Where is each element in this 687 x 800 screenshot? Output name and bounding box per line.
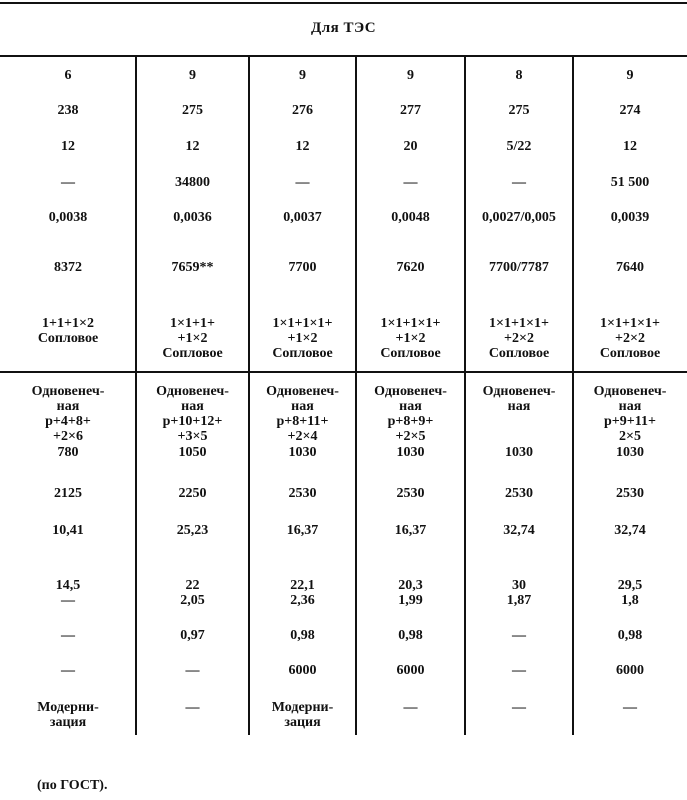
table-cell: — <box>295 175 310 190</box>
table-cell: — <box>61 175 75 190</box>
table-cell: 9 <box>626 68 634 83</box>
table-cell: — <box>623 700 637 715</box>
table-cell: Одновенеч- ная p+10+12+ +3×5 <box>156 384 229 444</box>
table-cell: 25,23 <box>176 523 209 538</box>
table-cell: — <box>512 700 526 715</box>
table-cell: 1030 <box>505 445 533 460</box>
table-cell: 9 <box>189 68 196 83</box>
table-cell: 29,5 1,8 <box>617 578 643 608</box>
table-cell: 1×1+1+ +1×2 Сопловое <box>162 316 223 361</box>
table-cell: 1×1+1×1+ +2×2 Сопловое <box>599 316 661 361</box>
table-cell: 22,1 2,36 <box>290 578 315 608</box>
table-cell: 0,0038 <box>48 210 88 225</box>
table-cell: 7659** <box>171 260 214 275</box>
table-cell: 0,0036 <box>173 210 212 225</box>
table-cell: 1×1+1×1+ +1×2 Сопловое <box>380 316 441 361</box>
table-cell: 1+1+1×2 Сопловое <box>37 316 99 346</box>
table-cell: 238 <box>57 103 79 118</box>
table-cell: 16,37 <box>394 523 427 538</box>
table-cell: Модерни- зация <box>271 700 334 730</box>
table-cell: — <box>185 663 200 678</box>
table-cell: 1×1+1×1+ +2×2 Сопловое <box>488 316 550 361</box>
table-cell: 7700/7787 <box>489 260 549 275</box>
table-cell: — <box>403 700 418 715</box>
table-header: Для ТЭС <box>310 20 377 36</box>
table-cell: 5/22 <box>506 139 532 154</box>
table-cell: 20,3 1,99 <box>398 578 423 608</box>
table-cell: 6000 <box>616 663 644 678</box>
table-cell: 2530 <box>505 486 533 501</box>
table-cell: 2125 <box>54 486 82 501</box>
table-cell: — <box>512 663 526 678</box>
table-cell: 0,0039 <box>610 210 650 225</box>
table-cell: 2530 <box>396 486 425 501</box>
table-cell: 1030 <box>396 445 425 460</box>
table-cell: 12 <box>623 139 637 154</box>
table-cell: 8372 <box>54 260 82 275</box>
table-cell: 51 500 <box>610 175 650 190</box>
table-cell: 8 <box>515 68 523 83</box>
table-cell: 1050 <box>178 445 207 460</box>
table-cell: Модерни- зация <box>37 700 99 730</box>
table-cell: 10,41 <box>52 523 84 538</box>
table-cell: 1030 <box>288 445 317 460</box>
table-cell: 6000 <box>396 663 425 678</box>
table-cell: 30 1,87 <box>506 578 532 608</box>
table-cell: 6000 <box>288 663 317 678</box>
table-cell: 1030 <box>616 445 644 460</box>
table-cell: 1×1+1×1+ +1×2 Сопловое <box>272 316 333 361</box>
table-cell: 6 <box>64 68 72 83</box>
table-cell: 275 <box>508 103 530 118</box>
table-cell: 34800 <box>175 175 210 190</box>
table-cell: 2530 <box>288 486 317 501</box>
table-cell: 0,97 <box>180 628 205 643</box>
table-cell: 7640 <box>616 260 644 275</box>
table-cell: 0,0027/0,005 <box>482 210 556 225</box>
table-cell: 275 <box>182 103 203 118</box>
header-rule <box>0 55 687 57</box>
table-cell: 16,37 <box>286 523 319 538</box>
section-rule <box>0 371 687 373</box>
table-cell: 0,0048 <box>391 210 430 225</box>
table-cell: 12 <box>295 139 310 154</box>
table-cell: Одновенеч- ная <box>482 384 556 414</box>
table-cell: — <box>61 663 75 678</box>
table-cell: Одновенеч- ная p+8+11+ +2×4 <box>266 384 339 444</box>
table-cell: 780 <box>57 445 79 460</box>
table-cell: 20 <box>403 139 418 154</box>
table-cell: 0,0037 <box>283 210 322 225</box>
table-cell: 0,98 <box>617 628 643 643</box>
table-cell: 32,74 <box>503 523 535 538</box>
table-cell: — <box>185 700 200 715</box>
table-cell: 22 2,05 <box>180 578 205 608</box>
table-cell: 2250 <box>178 486 207 501</box>
table-cell: 9 <box>407 68 414 83</box>
table-cell: 277 <box>400 103 421 118</box>
table-cell: — <box>61 628 75 643</box>
table-cell: — <box>512 628 526 643</box>
table-cell: 276 <box>292 103 313 118</box>
table-cell: 32,74 <box>614 523 646 538</box>
table-cell: 2530 <box>616 486 644 501</box>
table-cell: 7620 <box>396 260 425 275</box>
table-cell: 274 <box>619 103 641 118</box>
table-cell: 0,98 <box>290 628 315 643</box>
table-cell: Одновенеч- ная p+8+9+ +2×5 <box>374 384 447 444</box>
table-cell: 7700 <box>288 260 317 275</box>
table-cell: 0,98 <box>398 628 423 643</box>
table-top-rule <box>0 2 687 4</box>
footnote: (по ГОСТ). <box>37 778 108 793</box>
table-cell: Одновенеч- ная p+9+11+ 2×5 <box>593 384 667 444</box>
table-cell: — <box>403 175 418 190</box>
table-cell: 14,5 — <box>55 578 81 608</box>
table-cell: Одновенеч- ная p+4+8+ +2×6 <box>31 384 105 444</box>
table-cell: 12 <box>185 139 200 154</box>
table-cell: — <box>512 175 526 190</box>
table-cell: 12 <box>61 139 75 154</box>
table-cell: 9 <box>299 68 306 83</box>
